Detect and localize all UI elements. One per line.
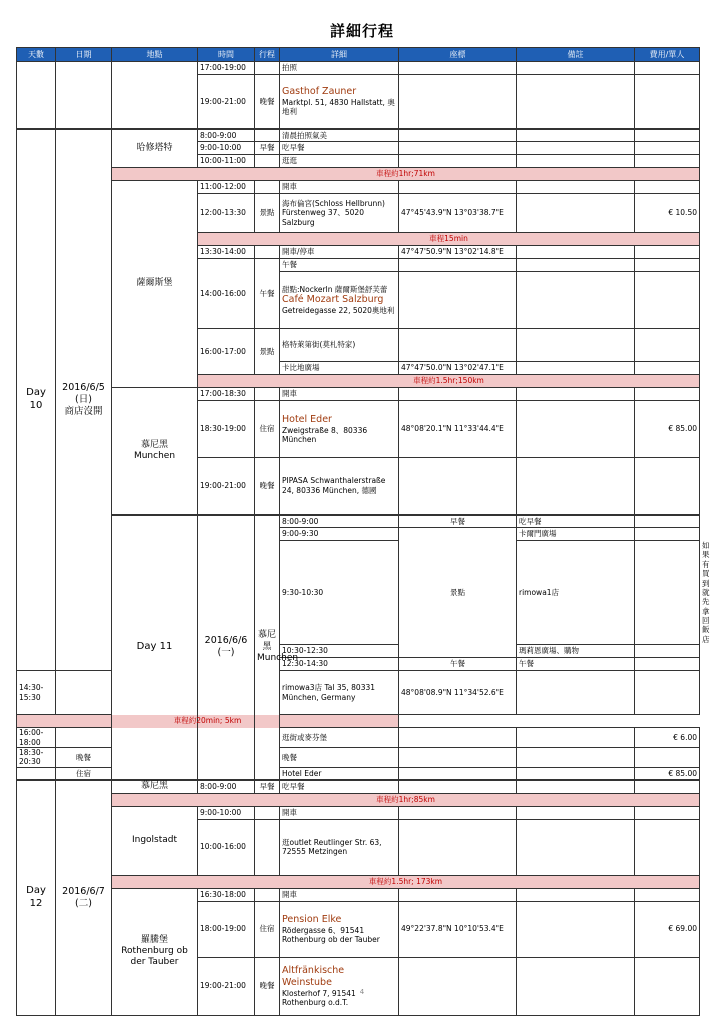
table-row xyxy=(17,388,700,401)
venue-name: Altfränkische Weinstube xyxy=(282,964,345,988)
detail-cell: 吃早餐 xyxy=(517,515,635,528)
type-cell: 景點 xyxy=(255,194,280,233)
type-cell: 早餐 xyxy=(399,515,517,528)
time-cell: 10:00-11:00 xyxy=(198,155,255,168)
table-row xyxy=(17,806,700,819)
time-cell: 12:30-14:30 xyxy=(280,658,399,671)
detail-cell: 開車 xyxy=(280,181,399,194)
detail-cell: 逛逛 xyxy=(280,155,399,168)
time-cell: 19:00-21:00 xyxy=(198,957,255,1015)
coord-cell: 47°47'50.0"N 13°02'47.1"E xyxy=(399,362,517,375)
detail-cell: 午餐 xyxy=(280,259,399,272)
time-cell: 14:30-15:30 xyxy=(17,671,56,715)
venue-name: Gasthof Zauner xyxy=(282,85,357,97)
time-cell: 17:00-19:00 xyxy=(198,62,255,75)
time-cell: 18:00-19:00 xyxy=(198,901,255,957)
time-cell: 12:00-13:30 xyxy=(198,194,255,233)
type-cell: 晚餐 xyxy=(255,75,280,129)
detail-cell: 開車 xyxy=(280,888,399,901)
venue-address: Rödergasse 6、91541 Rothenburg ob der Tauber xyxy=(282,925,380,945)
cost-cell: € 69.00 xyxy=(635,901,700,957)
detail-cell: 拍照 xyxy=(280,62,399,75)
location-label: 薩爾斯堡 xyxy=(112,181,198,388)
location-label: 慕尼黑 Munchen xyxy=(112,388,198,515)
detail-cell: Hotel Eder xyxy=(280,767,399,780)
date-label: 2016/6/6 (一) xyxy=(198,515,255,781)
detail-cell xyxy=(280,272,399,329)
detail-cell: rimowa1店 xyxy=(517,541,635,645)
time-cell: 18:30-20:30 xyxy=(17,747,56,767)
venue-address: Marktpl. 51, 4830 Hallstatt, 奧地利 xyxy=(282,97,395,117)
venue-name: Pension Elke xyxy=(282,913,342,925)
header-cell: 座標 xyxy=(399,48,517,62)
drive-info: 車程約1hr;85km xyxy=(112,793,700,806)
detail-cell: 海布倫宮(Schloss Hellbrunn) Fürstenweg 37、5020 Salzburg xyxy=(280,194,399,233)
detail-cell: rimowa3店 Tal 35, 80331 München, Germany xyxy=(280,671,399,715)
type-cell: 午餐 xyxy=(255,259,280,329)
drive-row xyxy=(17,168,700,181)
detail-cell xyxy=(280,75,399,129)
detail-cell: PIPASA Schwanthalerstraße 24, 80336 München, 德國 xyxy=(280,458,399,515)
drive-info: 車程約20min; 5km xyxy=(17,715,399,728)
detail-cell: 開車 xyxy=(280,388,399,401)
type-cell: 午餐 xyxy=(399,658,517,671)
detail-cell: 格特萊第街(莫札特家) xyxy=(280,329,399,362)
type-cell: 晚餐 xyxy=(56,747,112,767)
type-cell: 早餐 xyxy=(255,780,280,793)
time-cell: 9:00-10:00 xyxy=(198,806,255,819)
drive-row xyxy=(17,875,700,888)
detail-cell xyxy=(280,401,399,458)
page-number: 4 xyxy=(359,988,365,996)
page-title: 詳細行程 xyxy=(329,22,394,40)
detail-cell: 吃早餐 xyxy=(280,780,399,793)
coord-cell: 47°45'43.9"N 13°03'38.7"E xyxy=(399,194,517,233)
location-label: 慕尼黑 xyxy=(112,780,198,793)
location-label: 羅騰堡 Rothenburg ob der Tauber xyxy=(112,888,198,1015)
header-row xyxy=(17,48,700,62)
detail-cell: 卡比地廣場 xyxy=(280,362,399,375)
drive-info: 車程約1hr;71km xyxy=(112,168,700,181)
venue-address: Zweigstraße 8、80336 München xyxy=(282,425,368,444)
type-cell: 早餐 xyxy=(255,142,280,155)
detail-cell: 吃早餐 xyxy=(280,142,399,155)
drive-info: 車程15min xyxy=(198,233,700,246)
drive-info: 車程約1.5hr;150km xyxy=(198,375,700,388)
day-label: Day 11 xyxy=(112,515,198,781)
location-label: 慕尼黑 Munchen xyxy=(255,515,280,781)
detail-cell: 逛outlet Reutlinger Str. 63, 72555 Metzingen xyxy=(280,819,399,875)
type-cell: 住宿 xyxy=(255,401,280,458)
location-label: 哈修塔特 xyxy=(112,129,198,168)
type-cell: 晚餐 xyxy=(255,458,280,515)
coord-cell: 48°08'08.9"N 11°34'52.6"E xyxy=(399,671,517,715)
type-cell: 景點 xyxy=(399,528,517,658)
coord-cell: 47°47'50.9"N 13°02'14.8"E xyxy=(399,246,517,259)
type-cell: 住宿 xyxy=(56,767,112,780)
coord-cell: 49°22'37.8"N 10°10'53.4"E xyxy=(399,901,517,957)
time-cell: 16:00-17:00 xyxy=(198,329,255,375)
time-cell: 9:00-9:30 xyxy=(280,528,399,541)
time-cell: 19:00-21:00 xyxy=(198,458,255,515)
time-cell: 14:00-16:00 xyxy=(198,259,255,329)
detail-cell: 開車 xyxy=(280,806,399,819)
time-cell: 19:00-21:00 xyxy=(198,75,255,129)
detail-cell: 開車/停車 xyxy=(280,246,399,259)
detail-cell: 午餐 xyxy=(517,658,635,671)
drive-row xyxy=(17,793,700,806)
time-cell: 10:30-12:30 xyxy=(280,645,399,658)
cost-cell: € 85.00 xyxy=(635,767,700,780)
table-row xyxy=(17,129,700,142)
table-row xyxy=(17,888,700,901)
time-cell: 8:00-9:00 xyxy=(280,515,399,528)
cost-cell: € 85.00 xyxy=(635,401,700,458)
cost-cell: € 10.50 xyxy=(635,194,700,233)
table-row xyxy=(17,181,700,194)
location-label: Ingolstadt xyxy=(112,806,198,875)
table-row xyxy=(17,780,700,793)
cost-cell: € 6.00 xyxy=(635,728,700,748)
detail-cell xyxy=(280,901,399,957)
date-label: 2016/6/7 (二) xyxy=(56,780,112,1015)
type-cell: 景點 xyxy=(255,329,280,375)
table-row xyxy=(17,515,700,528)
detail-cell xyxy=(280,957,399,1015)
detail-cell: 晚餐 xyxy=(280,747,399,767)
type-cell: 晚餐 xyxy=(255,957,280,1015)
time-cell: 18:30-19:00 xyxy=(198,401,255,458)
venue-address: Getreidegasse 22, 5020奧地利 xyxy=(282,305,395,315)
detail-cell: 卡爾門廣場 xyxy=(517,528,635,541)
header-cell: 備註 xyxy=(517,48,635,62)
time-cell: 11:00-12:00 xyxy=(198,181,255,194)
header-cell: 天數 xyxy=(17,48,56,62)
day-label: Day 12 xyxy=(17,780,56,1015)
venue-address: Klosterhof 7, 91541 Rothenburg o.d.T. xyxy=(282,988,356,1007)
header-cell: 費用/單人 xyxy=(635,48,700,62)
table-row xyxy=(17,62,700,75)
header-cell: 地點 xyxy=(112,48,198,62)
drive-info: 車程約1.5hr; 173km xyxy=(112,875,700,888)
time-cell: 9:30-10:30 xyxy=(280,541,399,645)
venue-name: Hotel Eder xyxy=(282,413,332,425)
table-row: 9:30-10:30 rimowa1店 如果有買到就先拿回飯店 xyxy=(17,541,700,645)
drive-row xyxy=(17,715,700,728)
time-cell: 8:00-9:00 xyxy=(198,129,255,142)
header-cell: 日期 xyxy=(56,48,112,62)
time-cell: 16:30-18:00 xyxy=(198,888,255,901)
venue-name: Café Mozart Salzburg xyxy=(282,294,384,306)
time-cell: 13:30-14:00 xyxy=(198,246,255,259)
detail-cell: 清晨拍照氣美 xyxy=(280,129,399,142)
day-label: Day 10 xyxy=(17,129,56,671)
time-cell: 16:00-18:00 xyxy=(17,728,56,748)
itinerary-table xyxy=(16,47,710,1016)
date-label: 2016/6/5 (日) 商店沒開 xyxy=(56,129,112,671)
time-cell: 17:00-18:30 xyxy=(198,388,255,401)
header-cell: 時間 xyxy=(198,48,255,62)
header-cell: 行程 xyxy=(255,48,280,62)
detail-cell: 逛街或麥芬堡 xyxy=(280,728,399,748)
header-cell: 詳細 xyxy=(280,48,399,62)
coord-cell: 48°08'20.1"N 11°33'44.4"E xyxy=(399,401,517,458)
time-cell: 9:00-10:00 xyxy=(198,142,255,155)
time-cell: 8:00-9:00 xyxy=(198,780,255,793)
detail-cell: 瑪莉恩廣場、購物 xyxy=(517,645,635,658)
dessert-note: 甜點:Nockerln 薩爾斯堡舒芙蕾 xyxy=(282,284,388,294)
time-cell: 10:00-16:00 xyxy=(198,819,255,875)
type-cell: 住宿 xyxy=(255,901,280,957)
